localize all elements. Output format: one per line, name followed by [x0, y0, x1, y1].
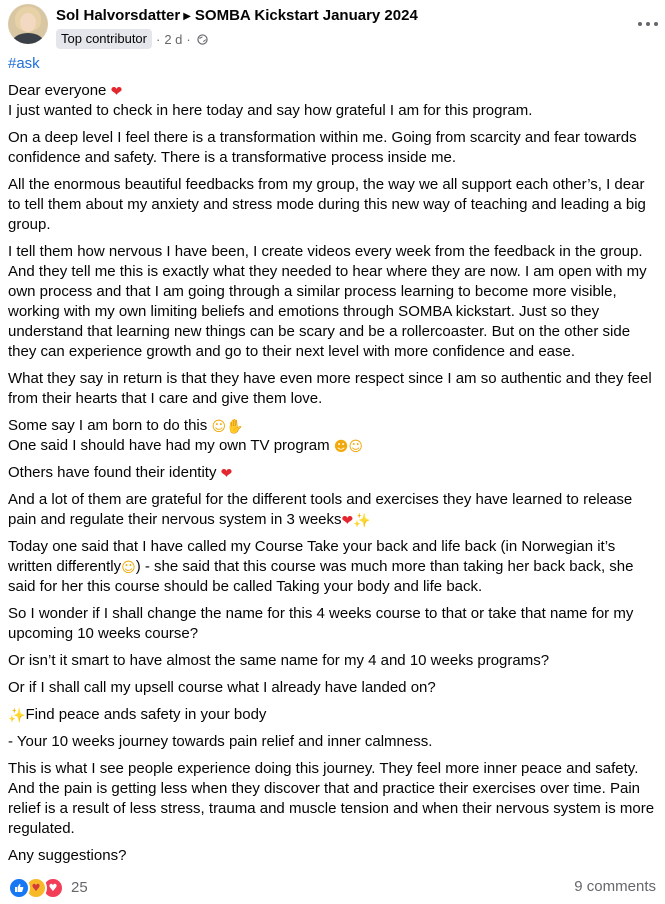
comments-count-link[interactable]: 9 comments [574, 878, 656, 895]
reaction-count: 25 [71, 879, 88, 896]
meta-separator: · [186, 31, 191, 47]
reactions-summary[interactable] [8, 877, 88, 899]
hashtag-link[interactable]: #ask [8, 55, 40, 72]
post-footer [8, 876, 656, 896]
post-paragraph [8, 604, 658, 644]
post-paragraph [8, 678, 658, 698]
paragraph-text: Some say I am born to do this [8, 417, 212, 434]
post-paragraph [8, 732, 658, 752]
post-paragraph [8, 705, 658, 725]
paragraph-text: Dear everyone [8, 82, 111, 99]
paragraph-text: Any suggestions? [8, 847, 127, 864]
post-header [8, 4, 658, 48]
paragraph-text: So I wonder if I shall change the name for this 4 weeks course to that or take that name for my upcoming 10 weeks course? [8, 605, 634, 642]
paragraph-text: Find peace ands safety in your body [25, 706, 267, 723]
post-paragraph [8, 416, 658, 456]
author-avatar[interactable] [8, 4, 48, 44]
care-reaction-icon: ♥ [25, 877, 47, 899]
emoji-icon: ✨ [353, 513, 371, 529]
paragraph-text: This is what I see people experience doing this journey. They feel more inner peace and safety. And the pain is getting less when they discover that and practice their exercises over time. Pain relief is a result of less stress, trauma and muscle tension and when their nervous system is more regulated. [8, 760, 655, 837]
post-paragraph [8, 175, 658, 235]
top-contributor-badge[interactable]: Top contributor [56, 29, 152, 49]
post-paragraph [8, 369, 658, 409]
paragraph-text: ) - she said that this course was much more than taking her back back, she said for her this course should be called Taking your body and life back. [8, 558, 634, 595]
caret-right-icon: ▶ [183, 11, 191, 22]
more-options-icon[interactable] [638, 14, 658, 34]
post-paragraph [8, 463, 658, 483]
paragraph-text: And a lot of them are grateful for the different tools and exercises they have learned to release pain and regulate their nervous system in 3 weeks [8, 491, 633, 528]
emoji-icon: ☺ [121, 560, 136, 576]
emoji-icon: ☺ [211, 419, 227, 435]
group-name[interactable]: SOMBA Kickstart January 2024 [194, 7, 418, 24]
post-paragraph [8, 537, 658, 597]
post-paragraph [8, 81, 658, 121]
author-name[interactable]: Sol Halvorsdatter [56, 7, 181, 24]
emoji-icon: ✋ [226, 419, 244, 435]
emoji-icon: ✨ [8, 708, 26, 724]
emoji-icon: ❤ [341, 513, 354, 529]
globe-icon [197, 34, 208, 45]
emoji-icon: ❤ [220, 466, 233, 482]
paragraph-text: I just wanted to check in here today and say how grateful I am for this program. [8, 102, 533, 119]
emoji-icon: ❤ [110, 84, 123, 100]
post-timestamp[interactable]: 2 d [164, 31, 183, 47]
paragraph-text: One said I should have had my own TV program [8, 437, 334, 454]
paragraph-text: On a deep level I feel there is a transformation within me. Going from scarcity and fear towards confidence and safety. There is a transformative process inside me. [8, 129, 637, 166]
post-paragraph [8, 242, 658, 362]
like-reaction-icon [8, 877, 30, 899]
meta-separator: · [156, 31, 161, 47]
emoji-icon: ☺ [348, 439, 363, 455]
paragraph-text: Today one said that I have called my Course Take your back and life back (in Norwegian it’s written differently [8, 538, 616, 575]
paragraph-text: - Your 10 weeks journey towards pain relief and inner calmness. [8, 733, 433, 750]
post-paragraph [8, 128, 658, 168]
author-line [56, 6, 418, 27]
paragraph-text: What they say in return is that they have even more respect since I am so authentic and they feel from their hearts that I care and give them love. [8, 370, 652, 407]
paragraph-text: I tell them how nervous I have been, I create videos every week from the feedback in the group. And they tell me this is exactly what they needed to hear where they are now. I am open with my own process and that I am going through a similar process learning to become more visible, working with my own limiting beliefs and emotions through SOMBA kickstart. Just so they understand that learning new things can be scary and be a rollercoaster. But on the other side they can experience growth and go to their next level with more confidence and ease. [8, 243, 647, 360]
paragraph-text: All the enormous beautiful feedbacks from my group, the way we all support each other’s, I dear to tell them about my anxiety and stress mode during this new way of teaching and leading a big group. [8, 176, 646, 233]
post-meta [56, 28, 208, 50]
post-paragraph [8, 651, 658, 671]
emoji-icon: ☻ [333, 439, 349, 455]
love-reaction-icon: ♥ [42, 877, 64, 899]
paragraph-text: Or isn’t it smart to have almost the same name for my 4 and 10 weeks programs? [8, 652, 550, 669]
post-paragraph [8, 846, 658, 866]
post-content [8, 54, 658, 873]
post-paragraph [8, 759, 658, 839]
paragraph-text: Others have found their identity [8, 464, 221, 481]
post-paragraph [8, 490, 658, 530]
paragraph-text: Or if I shall call my upsell course what I already have landed on? [8, 679, 436, 696]
